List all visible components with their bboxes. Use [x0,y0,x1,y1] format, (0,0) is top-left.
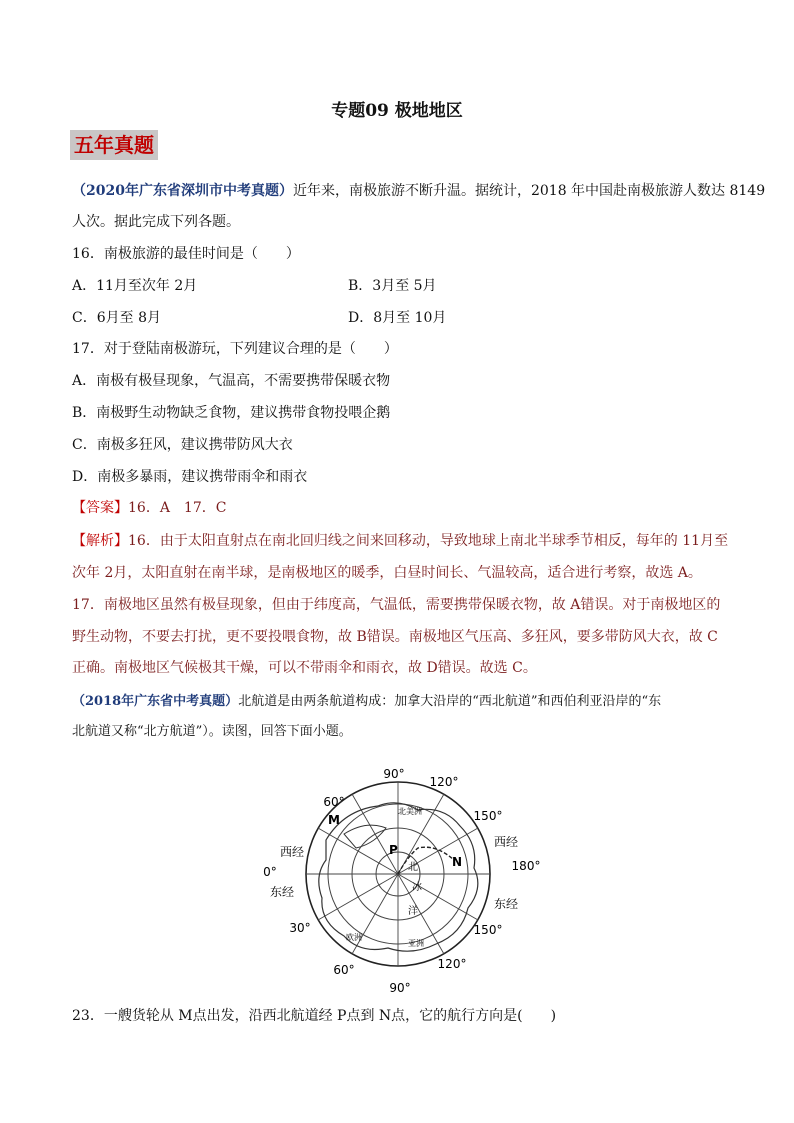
answer-label: 【答案】 [72,500,128,516]
label-120-top: 120° [429,775,459,789]
label-150-right: 150° [473,809,503,823]
label-east-long-right: 东经 [493,897,519,911]
label-0: 0° [263,865,277,879]
q16-option-a: A．11月至次年 2月 [72,278,198,294]
label-west-long-left: 西经 [279,845,305,859]
q17-option-b: B．南极野生动物缺乏食物，建议携带食物投喂企鹅 [72,405,391,421]
label-90-bottom: 90° [389,981,411,995]
point-n-label: N [452,855,463,869]
route-line [398,847,454,874]
label-asia: 亚洲 [408,939,424,948]
q17-option-d: D．南极多暴雨，建议携带雨伞和雨衣 [72,469,308,485]
q16-option-d: D．8月至 10月 [348,310,447,326]
section-badge: 五年真题 [70,130,158,160]
label-bei: 北 [408,862,418,873]
source-label: （2020年广东省深圳市中考真题） [72,183,293,199]
label-150-bottom: 150° [473,923,503,937]
analysis-text-1: 16．由于太阳直射点在南北回归线之间来回移动，导致地球上南北半球季节相反，每年的 11月至 [128,533,729,549]
label-180: 180° [511,859,541,873]
q17-option-a: A．南极有极昼现象，气温高，不需要携带保暖衣物 [72,373,391,389]
label-30-left: 30° [289,921,311,935]
intro-text-cont: 人次。据此完成下列各题。 [72,214,240,230]
label-60-bottom: 60° [333,963,355,977]
point-m-label: M [328,813,340,827]
label-east-long-left: 东经 [269,885,295,899]
label-europe: 欧洲 [346,933,362,942]
label-120-bottom: 120° [437,957,467,971]
intro-text-2-cont: 北航道又称“北方航道”）。读图，回答下面小题。 [72,724,352,739]
point-p-label: P [389,843,398,857]
answer-text: 16．A 17．C [128,500,227,516]
arctic-map [248,748,548,996]
greenland-outline [344,825,386,848]
intro-block-1 [72,180,766,200]
q17-option-c: C．南极多狂风，建议携带防风大衣 [72,437,293,453]
answer-line [72,497,732,517]
intro-text: 近年来，南极旅游不断升温。据统计，2018 年中国赴南极旅游人数达 8149 [292,183,766,199]
analysis-line-1 [72,530,732,550]
label-90-top: 90° [383,767,405,781]
analysis-line-5: 正确。南极地区气候极其干燥，可以不带雨伞和雨衣，故 D错误。故选 C。 [72,660,537,676]
question-16-stem: 16．南极旅游的最佳时间是（ ） [72,246,300,262]
q16-option-b: B．3月至 5月 [348,278,437,294]
label-north-america: 北美洲 [398,807,422,816]
label-yang: 洋 [408,906,418,917]
page-title: 专题09 极地地区 [331,101,463,121]
label-bing: 冰 [412,882,422,893]
analysis-label: 【解析】 [72,533,128,549]
label-west-long-right: 西经 [493,835,519,849]
question-17-stem: 17．对于登陆南极游玩，下列建议合理的是（ ） [72,341,398,357]
source-label-2: （2018年广东省中考真题） [72,694,239,709]
analysis-line-4: 野生动物，不要去打扰，更不要投喂食物，故 B错误。南极地区气压高、多狂风，要多带防风大衣，故 C [72,629,718,645]
analysis-line-2: 次年 2月，太阳直射在南半球，是南极地区的暖季，白昼时间长、气温较高，适合进行考察，故选 A。 [72,565,702,581]
intro-text-2: 北航道是由两条航道构成：加拿大沿岸的“西北航道”和西伯利亚沿岸的“东 [238,694,662,709]
label-60-top: 60° [323,795,345,809]
analysis-line-3: 17．南极地区虽然有极昼现象，但由于纬度高，气温低，需要携带保暖衣物，故 A错误。对于南极地区的 [72,597,721,613]
question-23-stem: 23．一艘货轮从 M点出发，沿西北航道经 P点到 N点，它的航行方向是( ) [72,1008,557,1024]
intro-block-2 [72,690,732,709]
q16-option-c: C．6月至 8月 [72,310,161,326]
